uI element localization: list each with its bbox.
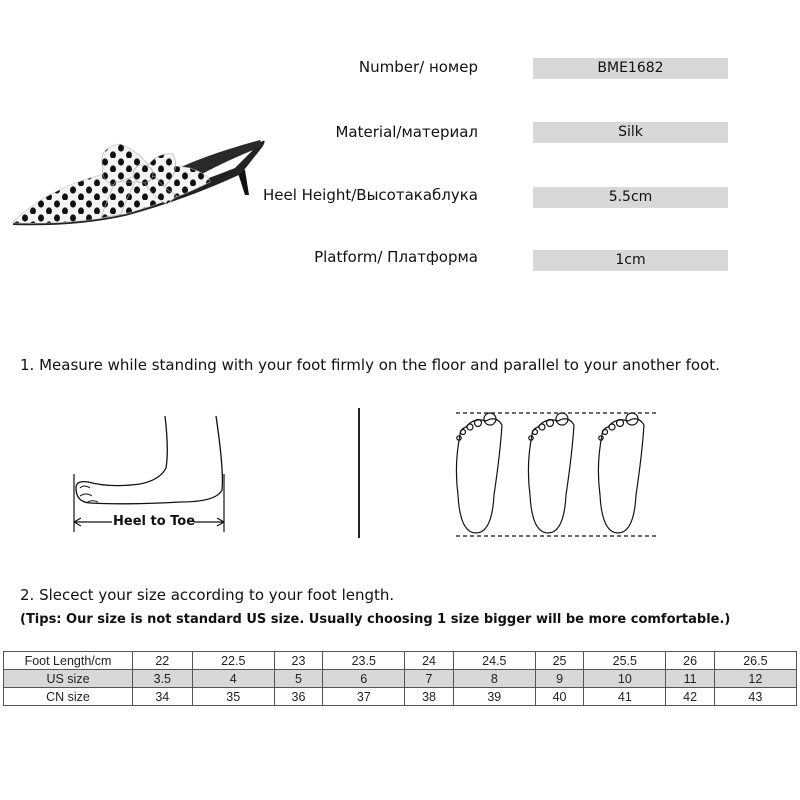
step2-instruction: 2. Slecect your size according to your foot length. — [20, 586, 395, 604]
spec-value-number: BME1682 — [533, 58, 728, 79]
spec-label-number: Number/ номер — [358, 58, 478, 76]
table-cell: 5 — [274, 670, 322, 688]
table-cell: 39 — [453, 688, 535, 706]
table-cell: 4 — [192, 670, 274, 688]
spec-value-heel-height: 5.5cm — [533, 187, 728, 208]
spec-label-heel-height: Heel Height/Высотакаблука — [262, 186, 478, 204]
table-cell: 34 — [133, 688, 193, 706]
table-cell: 25.5 — [584, 652, 666, 670]
table-cell: 3.5 — [133, 670, 193, 688]
spec-label-platform: Platform/ Платформа — [314, 248, 478, 266]
table-cell: 10 — [584, 670, 666, 688]
step1-instruction: 1. Measure while standing with your foot firmly on the floor and parallel to your another foot. — [20, 356, 720, 374]
row-header: CN size — [4, 688, 133, 706]
table-cell: 24.5 — [453, 652, 535, 670]
table-cell: 22.5 — [192, 652, 274, 670]
table-row-us-size — [4, 670, 797, 688]
table-cell: 38 — [405, 688, 453, 706]
diagram-divider — [358, 408, 360, 538]
size-chart-table — [3, 651, 797, 706]
table-cell: 35 — [192, 688, 274, 706]
table-cell: 9 — [535, 670, 583, 688]
size-tips: (Tips: Our size is not standard US size. Usually choosing 1 size bigger will be more comfortable.) — [20, 612, 731, 627]
table-cell: 22 — [133, 652, 193, 670]
table-cell: 26 — [666, 652, 714, 670]
table-row-foot-length — [4, 652, 797, 670]
row-header: Foot Length/cm — [4, 652, 133, 670]
heel-to-toe-label: Heel to Toe — [113, 514, 196, 529]
product-shoe-image — [5, 130, 285, 240]
table-cell: 8 — [453, 670, 535, 688]
table-cell: 12 — [714, 670, 796, 688]
table-cell: 23.5 — [323, 652, 405, 670]
spec-value-platform: 1cm — [533, 250, 728, 271]
table-cell: 36 — [274, 688, 322, 706]
table-cell: 26.5 — [714, 652, 796, 670]
table-cell: 41 — [584, 688, 666, 706]
table-cell: 6 — [323, 670, 405, 688]
table-row-cn-size — [4, 688, 797, 706]
table-cell: 11 — [666, 670, 714, 688]
table-cell: 43 — [714, 688, 796, 706]
spec-label-material: Material/материал — [335, 123, 478, 141]
table-cell: 42 — [666, 688, 714, 706]
table-cell: 25 — [535, 652, 583, 670]
table-cell: 37 — [323, 688, 405, 706]
foot-top-diagram — [446, 405, 662, 545]
table-cell: 23 — [274, 652, 322, 670]
spec-value-material: Silk — [533, 122, 728, 143]
table-cell: 7 — [405, 670, 453, 688]
row-header: US size — [4, 670, 133, 688]
table-cell: 24 — [405, 652, 453, 670]
table-cell: 40 — [535, 688, 583, 706]
